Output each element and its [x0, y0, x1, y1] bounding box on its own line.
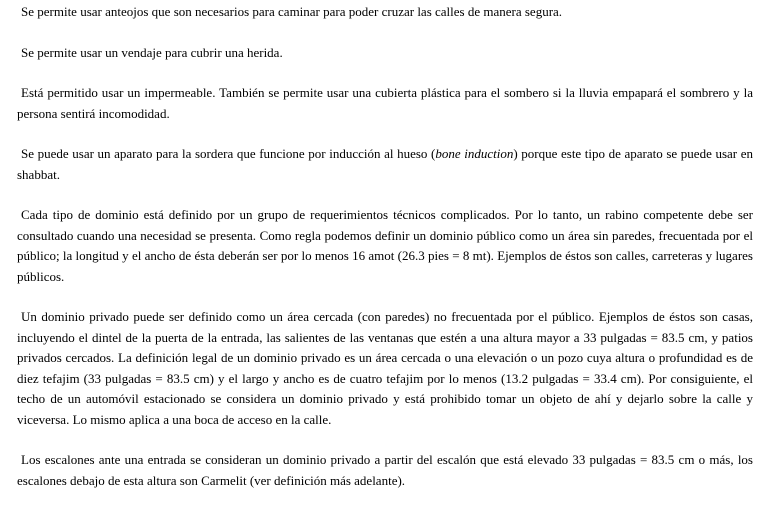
- paragraph-spacer: [17, 23, 753, 43]
- paragraph-text-before: Se puede usar un aparato para la sordera que funcione por inducción al hueso (: [21, 146, 436, 161]
- paragraph-spacer: [17, 287, 753, 307]
- paragraph-bandage: [17, 43, 753, 64]
- paragraph-spacer: [17, 63, 753, 83]
- paragraph-raincoat: [17, 83, 753, 124]
- paragraph-text: Está permitido usar un impermeable. También se permite usar una cubierta plástica para el sombero si la lluvia empapará el sombrero y la persona sentirá incomodidad.: [17, 85, 753, 121]
- paragraph-text-after: ) porque este tipo de aparato se puede usar en shabbat.: [17, 146, 753, 182]
- paragraph-steps: [17, 450, 753, 491]
- paragraph-private-domain: [17, 307, 753, 430]
- paragraph-hearing-aid: [17, 144, 753, 185]
- paragraph-eyeglasses: [17, 2, 753, 23]
- paragraph-text: Se permite usar anteojos que son necesarios para caminar para poder cruzar las calles de manera segura.: [21, 4, 563, 19]
- paragraph-public-domain: [17, 205, 753, 287]
- paragraph-spacer: [17, 430, 753, 450]
- paragraph-spacer: [17, 185, 753, 205]
- paragraph-text: Los escalones ante una entrada se consideran un dominio privado a partir del escalón que está elevado 33 pulgadas = 83.5 cm o más, los escalones debajo de esta altura son Carmelit (ver definición más adelante).: [17, 452, 753, 488]
- paragraph-text: Un dominio privado puede ser definido como un área cercada (con paredes) no frecuentada por el público. Ejemplos de éstos son casas, incluyendo el dintel de la puerta de la entrada, las salientes de las ventanas que estén a una altura mayor a 33 pulgadas = 83.5 cm, y patios privados cercados. La definición legal de un dominio privado es un área cercada o una elevación o un pozo cuya altura o profundidad es de diez tefajim (33 pulgadas = 83.5 cm) y el largo y ancho es de cuatro tefajim por lo menos (13.2 pulgadas = 33.4 cm). Por consiguiente, el techo de un automóvil estacionado se considera un dominio privado y está prohibido tomar un objeto de ahí y dejarlo sobre la calle y viceversa. Lo mismo aplica a una boca de acceso en la calle.: [17, 309, 753, 427]
- paragraph-text: Cada tipo de dominio está definido por un grupo de requerimientos técnicos complicados. Por lo tanto, un rabino competente debe ser consultado cuando una necesidad se presenta. Como regla podemos definir un dominio público como un área sin paredes, frecuentada por el público; la longitud y el ancho de ésta deberán ser por lo menos 16 amot (26.3 pies = 8 mt). Ejemplos de éstos son calles, carreteras y lugares públicos.: [17, 207, 753, 284]
- paragraph-text: Se permite usar un vendaje para cubrir una herida.: [21, 44, 283, 60]
- paragraph-spacer: [17, 124, 753, 144]
- paragraph-italic-term: bone induction: [435, 146, 514, 161]
